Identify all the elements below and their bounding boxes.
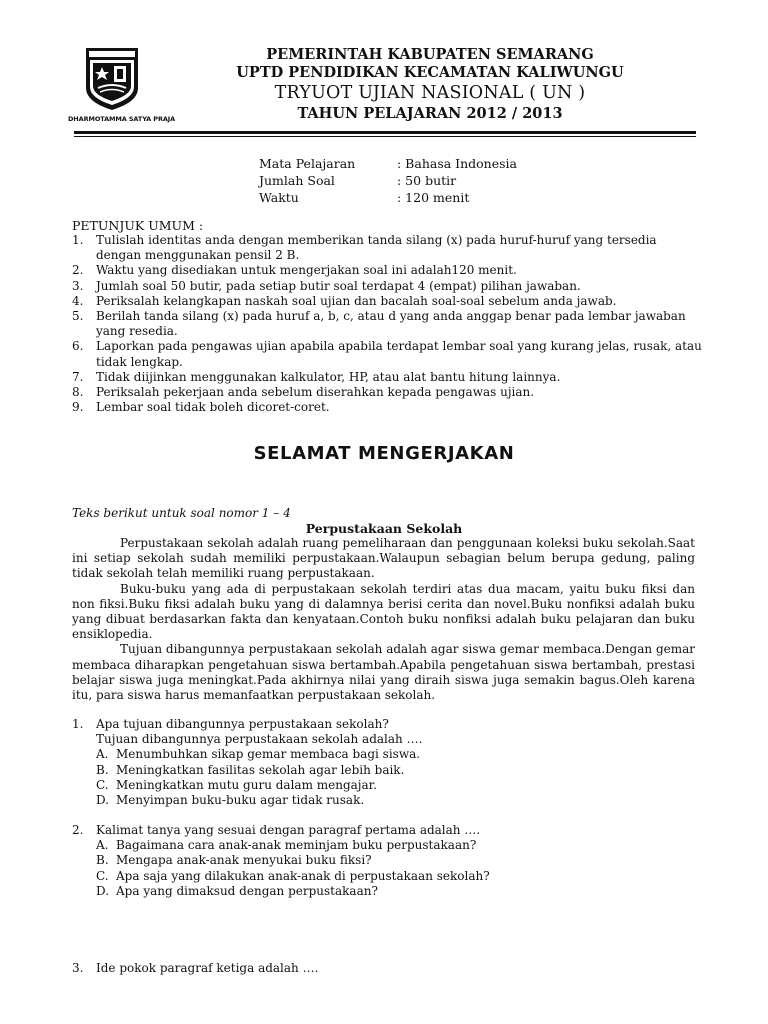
question-intro: Tujuan dibangunnya perpustakaan sekolah adalah …. xyxy=(96,732,423,747)
info-key: Waktu xyxy=(259,190,299,205)
instruction-number: 6. xyxy=(72,339,84,354)
instruction-item xyxy=(72,233,702,263)
info-key: Mata Pelajaran xyxy=(259,156,356,171)
instruction-number: 2. xyxy=(72,263,84,278)
instruction-text: Tidak diijinkan menggunakan kalkulator, HP, atau alat bantu hitung lainnya. xyxy=(96,369,561,384)
instruction-text: Periksalah kelangkapan naskah soal ujian dan bacalah soal-soal sebelum anda jawab. xyxy=(96,293,617,308)
instruction-text: Periksalah pekerjaan anda sebelum diserahkan kepada pengawas ujian. xyxy=(96,385,535,400)
instruction-item xyxy=(72,294,702,309)
greeting-heading: SELAMAT MENGERJAKAN xyxy=(253,443,515,464)
option-letter: D. xyxy=(96,883,110,898)
header-uptd: UPTD PENDIDIKAN KECAMATAN KALIWUNGU xyxy=(236,64,624,81)
instruction-item xyxy=(72,279,702,294)
passage-note: Teks berikut untuk soal nomor 1 – 4 xyxy=(72,506,291,520)
instruction-text: Waktu yang disediakan untuk mengerjakan soal ini adalah120 menit. xyxy=(96,263,517,278)
passage-paragraph: Tujuan dibangunnya perpustakaan sekolah adalah agar siswa gemar membaca.Dengan gemar membaca diharapkan pengetahuan siswa bertambah.Apabila pengetahuan siswa bertambah, prestasi belajar siswa juga meningkat.Pada akhirnya nilai yang diraih siswa juga semakin bagus.Oleh karena itu, para siswa harus memanfaatkan perpustakaan sekolah. xyxy=(72,642,695,703)
option-text: Bagaimana cara anak-anak meminjam buku perpustakaan? xyxy=(116,838,477,853)
question-number: 2. xyxy=(72,823,84,837)
option-letter: A. xyxy=(96,747,109,762)
option-text: Menumbuhkan sikap gemar membaca bagi siswa. xyxy=(116,747,421,762)
instruction-text: Laporkan pada pengawas ujian apabila apabila terdapat lembar soal yang kurang jelas, rusak, atau tidak lengkap. xyxy=(96,339,702,369)
instruction-number: 5. xyxy=(72,309,84,324)
header-divider-thick xyxy=(74,131,696,134)
passage-title: Perpustakaan Sekolah xyxy=(305,521,463,536)
answer-option xyxy=(72,869,702,884)
answer-option xyxy=(72,778,702,793)
question-number: 1. xyxy=(72,717,84,731)
question-text: Kalimat tanya yang sesuai dengan paragraf pertama adalah …. xyxy=(96,823,481,837)
answer-option xyxy=(72,793,702,808)
instruction-number: 9. xyxy=(72,400,84,415)
instruction-item xyxy=(72,263,702,278)
exam-info-table xyxy=(259,155,517,206)
instruction-item xyxy=(72,339,702,369)
passage-paragraph: Perpustakaan sekolah adalah ruang pemeliharaan dan penggunaan koleksi buku sekolah.Saat ini setiap sekolah sudah memiliki perpustakaan.Walaupun sebagian belum berupa gedung, paling tidak sekolah telah memiliki ruang perpustakaan. xyxy=(72,536,695,581)
answer-option xyxy=(72,853,702,868)
passage-paragraph: Buku-buku yang ada di perpustakaan sekolah terdiri atas dua macam, yaitu buku fiksi dan non fiksi.Buku fiksi adalah buku yang di dalamnya berisi cerita dan novel.Buku nonfiksi adalah buku yang dibuat berdasarkan fakta dan kenyataan.Contoh buku nonfiksi adalah buku pelajaran dan buku ensiklopedia. xyxy=(72,581,695,642)
answer-option xyxy=(72,763,702,778)
info-value: : Bahasa Indonesia xyxy=(397,156,517,171)
question-3 xyxy=(72,961,702,976)
option-text: Apa yang dimaksud dengan perpustakaan? xyxy=(116,883,378,898)
answer-option xyxy=(72,747,702,762)
instruction-item xyxy=(72,309,702,339)
option-text: Meningkatkan fasilitas sekolah agar lebih baik. xyxy=(116,762,405,777)
reading-passage xyxy=(72,536,695,703)
question-1 xyxy=(72,717,702,808)
instruction-number: 4. xyxy=(72,293,84,308)
instruction-text: Berilah tanda silang (x) pada huruf a, b, c, atau d yang anda anggap benar pada lembar jawaban yang resedia. xyxy=(96,309,686,339)
info-row xyxy=(259,189,517,206)
question-number: 3. xyxy=(72,961,84,975)
info-row xyxy=(259,155,517,172)
instruction-text: Tulislah identitas anda dengan memberikan tanda silang (x) pada huruf-huruf yang tersedia dengan menggunakan pensil 2 B. xyxy=(96,233,657,263)
option-letter: B. xyxy=(96,853,109,868)
option-letter: C. xyxy=(96,777,109,792)
logo-motto: DHARMOTAMMA SATYA PRAJA xyxy=(68,115,176,123)
instruction-item xyxy=(72,400,702,415)
instructions-list xyxy=(72,233,702,415)
instruction-number: 3. xyxy=(72,278,84,293)
instruction-text: Lembar soal tidak boleh dicoret-coret. xyxy=(96,400,330,415)
option-text: Mengapa anak-anak menyukai buku fiksi? xyxy=(116,853,372,868)
option-letter: A. xyxy=(96,838,109,853)
option-text: Menyimpan buku-buku agar tidak rusak. xyxy=(116,793,365,808)
option-letter: D. xyxy=(96,793,110,808)
shield-emblem-icon xyxy=(84,44,140,112)
question-stem xyxy=(72,823,702,838)
answer-option xyxy=(72,884,702,899)
info-key: Jumlah Soal xyxy=(259,173,335,188)
header-exam-title: TRYUOT UJIAN NASIONAL ( UN ) xyxy=(274,83,586,103)
header-divider-thin xyxy=(74,136,696,137)
instruction-item xyxy=(72,385,702,400)
instruction-number: 8. xyxy=(72,385,84,400)
question-2 xyxy=(72,823,702,899)
option-text: Meningkatkan mutu guru dalam mengajar. xyxy=(116,777,377,792)
instruction-number: 7. xyxy=(72,369,84,384)
instruction-item xyxy=(72,370,702,385)
instruction-number: 1. xyxy=(72,233,84,247)
header-school-year: TAHUN PELAJARAN 2012 / 2013 xyxy=(297,105,563,122)
option-letter: B. xyxy=(96,762,109,777)
info-row xyxy=(259,172,517,189)
instructions-title: PETUNJUK UMUM : xyxy=(72,218,204,233)
question-stem xyxy=(72,717,702,732)
question-text: Ide pokok paragraf ketiga adalah …. xyxy=(96,961,319,975)
instruction-text: Jumlah soal 50 butir, pada setiap butir soal terdapat 4 (empat) pilihan jawaban. xyxy=(96,278,581,293)
answer-option xyxy=(72,838,702,853)
info-value: : 50 butir xyxy=(397,173,457,188)
question-stem xyxy=(72,961,702,976)
option-text: Apa saja yang dilakukan anak-anak di perpustakaan sekolah? xyxy=(116,868,490,883)
info-value: : 120 menit xyxy=(397,190,470,205)
question-text: Apa tujuan dibangunnya perpustakaan sekolah? xyxy=(96,717,389,731)
option-letter: C. xyxy=(96,868,109,883)
header-government: PEMERINTAH KABUPATEN SEMARANG xyxy=(266,46,594,63)
